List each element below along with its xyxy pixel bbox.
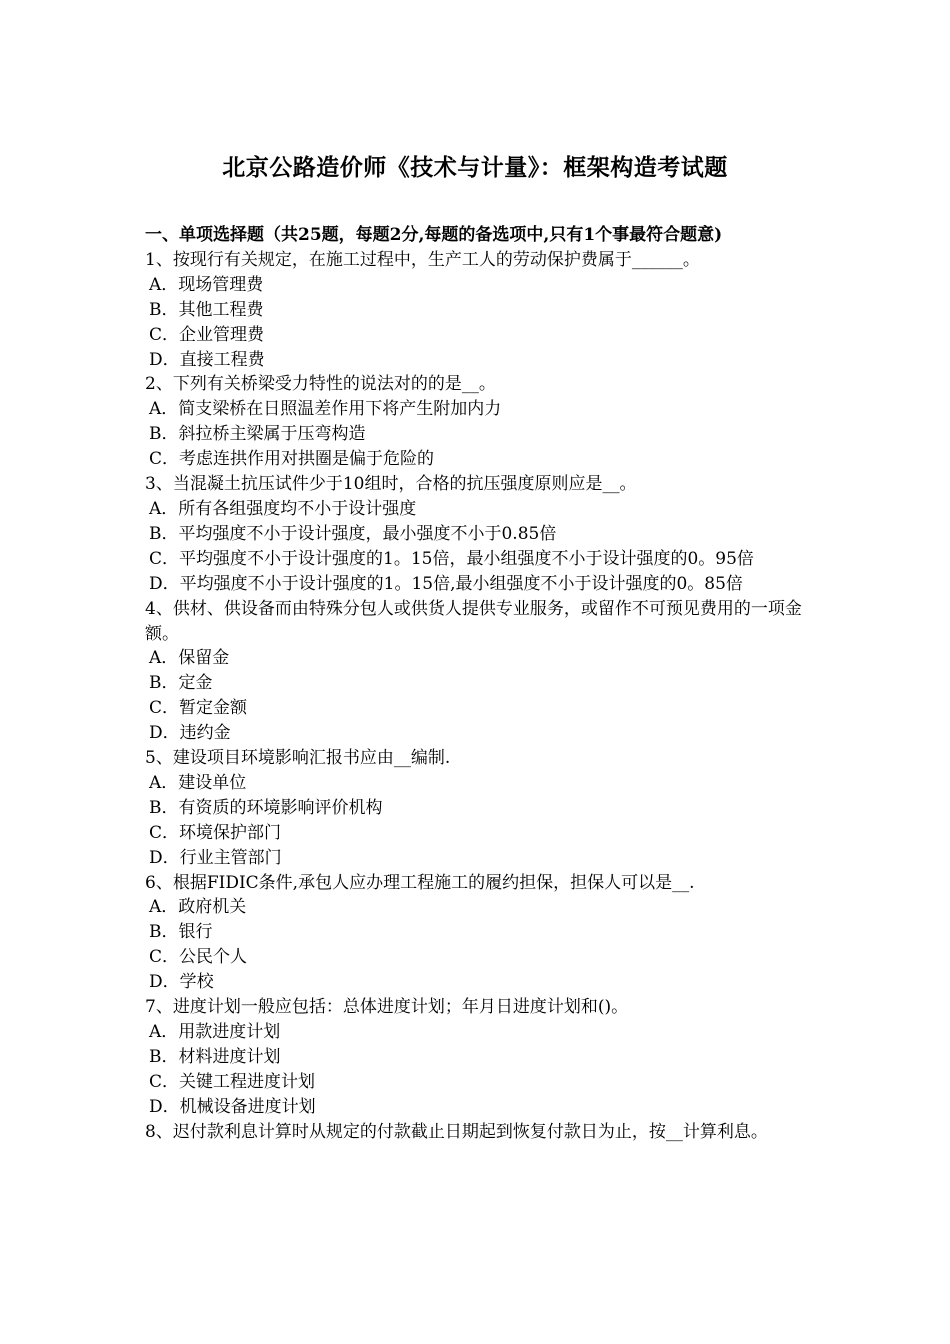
answer-option: A．用款进度计划: [149, 1022, 281, 1042]
question-text: 4、供材、供设备而由特殊分包人或供货人提供专业服务，或留作不可预见费用的一项金额。: [145, 598, 802, 644]
answer-option: B．其他工程费: [149, 299, 264, 320]
answer-option: D．机械设备进度计划: [149, 1096, 316, 1117]
question-text: 5、建设项目环境影响汇报书应由__编制.: [145, 748, 451, 769]
answer-option: B．银行: [149, 922, 213, 943]
document-body: [145, 223, 810, 1145]
answer-option: A．政府机关: [149, 897, 247, 918]
answer-option: C．关键工程进度计划: [149, 1071, 316, 1092]
answer-option: A．简支梁桥在日照温差作用下将产生附加内力: [149, 399, 502, 420]
question-block: [145, 472, 810, 597]
question-text: 7、进度计划一般应包括：总体进度计划；年月日进度计划和()。: [145, 997, 629, 1018]
question-block: [145, 372, 810, 472]
answer-option: B．有资质的环境影响评价机构: [149, 797, 383, 818]
question-block: [145, 597, 810, 746]
answer-option: C．企业管理费: [149, 324, 265, 345]
question-block: [145, 248, 810, 373]
section-heading: 一、单项选择题（共25题，每题2分,每题的备选项中,只有1个事最符合题意): [145, 225, 723, 245]
answer-option: C．环境保护部门: [149, 822, 282, 843]
question-block: [145, 1120, 810, 1145]
answer-option: D．平均强度不小于设计强度的1。15倍,最小组强度不小于设计强度的0。85倍: [149, 573, 743, 594]
question-text: 8、迟付款利息计算时从规定的付款截止日期起到恢复付款日为止，按__计算利息。: [145, 1121, 768, 1142]
answer-option: C．考虑连拱作用对拱圈是偏于危险的: [149, 449, 435, 470]
answer-option: B．定金: [149, 673, 213, 694]
question-text: 3、当混凝土抗压试件少于10组时，合格的抗压强度原则应是__。: [145, 474, 637, 495]
answer-option: D．行业主管部门: [149, 847, 282, 868]
answer-option: C．暂定金额: [149, 698, 248, 719]
answer-option: C．公民个人: [149, 947, 248, 968]
answer-option: D．学校: [149, 972, 214, 993]
question-block: [145, 746, 810, 871]
answer-option: B．材料进度计划: [149, 1046, 281, 1067]
answer-option: D．违约金: [149, 723, 231, 744]
document-title: 北京公路造价师《技术与计量》：框架构造考试题: [222, 154, 728, 181]
question-text: 2、下列有关桥梁受力特性的说法对的的是__。: [145, 374, 496, 395]
answer-option: B．平均强度不小于设计强度，最小强度不小于0.85倍: [149, 523, 557, 544]
question-text: 6、根据FIDIC条件,承包人应办理工程施工的履约担保，担保人可以是__.: [145, 872, 695, 893]
answer-option: A．所有各组强度均不小于设计强度: [149, 498, 417, 519]
answer-option: D．直接工程费: [149, 349, 265, 370]
question-text: 1、按现行有关规定，在施工过程中，生产工人的劳动保护费属于______。: [145, 249, 700, 270]
question-block: [145, 995, 810, 1120]
answer-option: A．现场管理费: [149, 274, 264, 295]
question-block: [145, 871, 810, 996]
answer-option: A．建设单位: [149, 772, 247, 793]
answer-option: B．斜拉桥主梁属于压弯构造: [149, 424, 366, 445]
answer-option: A．保留金: [149, 648, 230, 669]
answer-option: C．平均强度不小于设计强度的1。15倍，最小组强度不小于设计强度的0。95倍: [149, 548, 754, 569]
